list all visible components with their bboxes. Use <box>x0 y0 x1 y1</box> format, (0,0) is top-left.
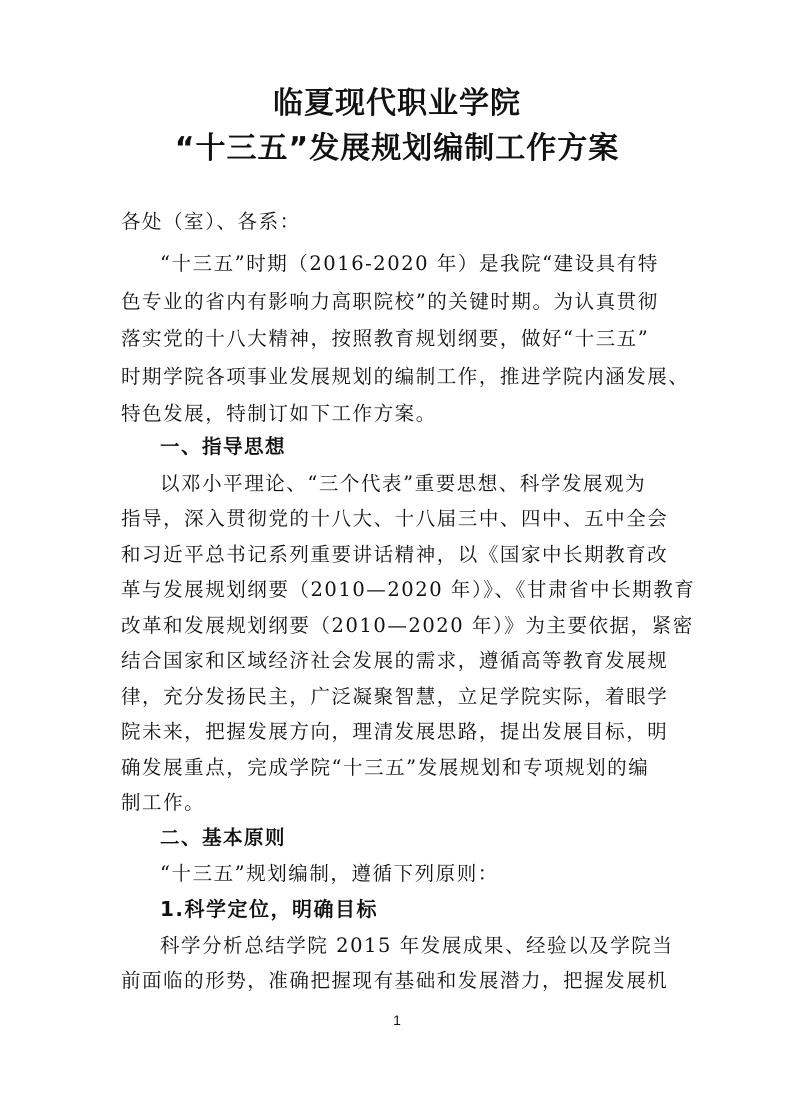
paragraph-line: 确发展重点，完成学院“十三五”发展规划和专项规划的编 <box>121 756 650 779</box>
paragraph-line: “十三五”时期（2016-2020 年）是我院“建设具有特 <box>160 252 659 275</box>
paragraph-line: 制工作。 <box>121 791 206 814</box>
paragraph-line: 时期学院各项事业发展规划的编制工作，推进学院内涵发展、 <box>121 365 690 388</box>
paragraph-line: 院未来，把握发展方向，理清发展思路，提出发展目标，明 <box>121 720 669 743</box>
document-title-line-1: 临夏现代职业学院 <box>273 86 521 121</box>
paragraph-line: “十三五”规划编制，遵循下列原则： <box>160 862 499 885</box>
paragraph-line: 色专业的省内有影响力高职院校”的关键时期。为认真贯彻 <box>121 290 659 313</box>
paragraph-line: 律，充分发扬民主，广泛凝聚智慧，立足学院实际，着眼学 <box>121 685 669 708</box>
paragraph-line: 改革和发展规划纲要（2010—2020 年）》为主要依据，紧密 <box>121 614 694 637</box>
paragraph-line: 科学分析总结学院 2015 年发展成果、经验以及学院当 <box>160 934 674 957</box>
paragraph-line: 特色发展，特制订如下工作方案。 <box>121 402 437 425</box>
section-heading-guiding-ideology: 一、指导思想 <box>160 435 287 458</box>
paragraph-line: 落实党的十八大精神，按照教育规划纲要，做好“十三五” <box>121 327 650 350</box>
paragraph-line: 结合国家和区域经济社会发展的需求，遵循高等教育发展规 <box>121 649 669 672</box>
paragraph-line: 革与发展规划纲要（2010—2020 年）》、《甘肃省中长期教育 <box>121 578 696 601</box>
paragraph-line: 和习近平总书记系列重要讲话精神，以《国家中长期教育改 <box>121 543 669 566</box>
paragraph-line: 前面临的形势，准确把握现有基础和发展潜力，把握发展机 <box>121 969 669 992</box>
document-title-line-2: “十三五”发展规划编制工作方案 <box>174 131 620 166</box>
section-heading-basic-principles: 二、基本原则 <box>160 826 287 849</box>
page-number: 1 <box>393 1012 401 1028</box>
subsection-heading-scientific-positioning: 1.科学定位，明确目标 <box>160 897 379 921</box>
paragraph-line: 指导，深入贯彻党的十八大、十八届三中、四中、五中全会 <box>121 507 669 530</box>
salutation: 各处（室）、各系： <box>121 210 301 233</box>
paragraph-line: 以邓小平理论、“三个代表”重要思想、科学发展观为 <box>160 472 647 495</box>
